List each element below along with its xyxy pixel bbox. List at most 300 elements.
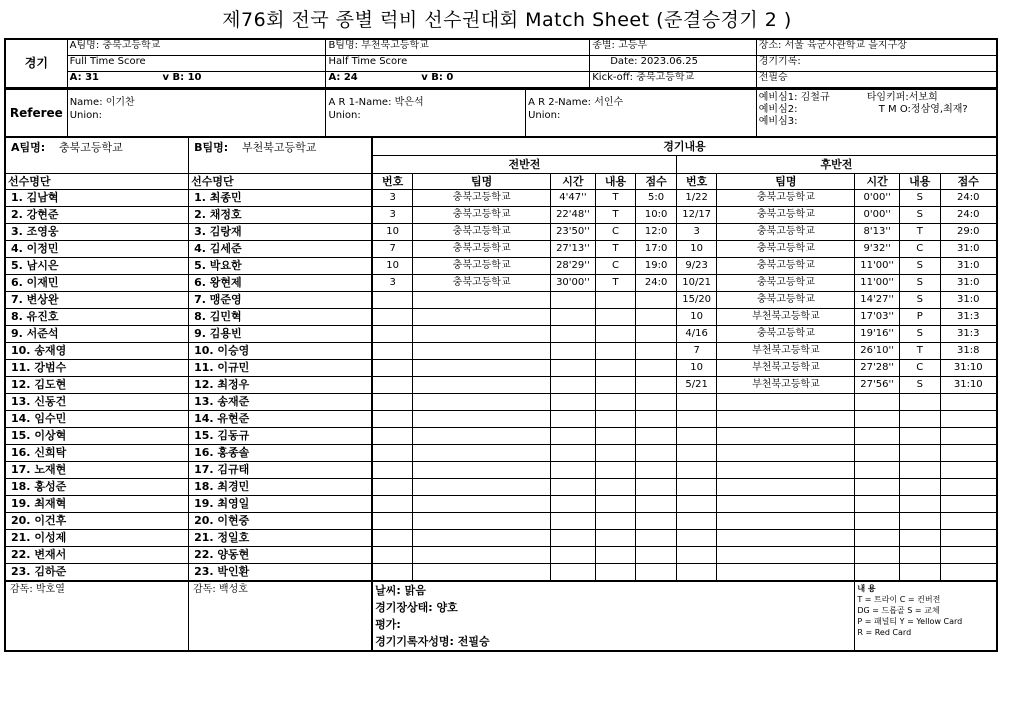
second-half-time — [855, 513, 900, 530]
reserve-3: 예비심3: — [758, 116, 798, 127]
first-half-num: 3 — [372, 275, 413, 292]
team-b-header — [189, 137, 373, 174]
first-half-team: 충북고등학교 — [413, 190, 551, 207]
table-row — [5, 377, 997, 394]
first-half-num — [372, 292, 413, 309]
table-row — [5, 496, 997, 513]
first-half-content — [595, 547, 636, 564]
first-half-time: 30'00'' — [551, 275, 596, 292]
player-b: 2. 채정호 — [189, 207, 373, 224]
second-half-team: 충북고등학교 — [717, 241, 855, 258]
col-score-1: 점수 — [636, 174, 677, 190]
col-content-1: 내용 — [595, 174, 636, 190]
second-half-num — [676, 496, 717, 513]
second-half-score — [940, 547, 997, 564]
second-half-time: 26'10'' — [855, 343, 900, 360]
first-half-team — [413, 445, 551, 462]
table-row — [5, 564, 997, 582]
second-half-content: P — [899, 309, 940, 326]
second-half-time: 0'00'' — [855, 190, 900, 207]
first-half-content — [595, 309, 636, 326]
player-a: 6. 이재민 — [5, 275, 189, 292]
player-a: 16. 신희탁 — [5, 445, 189, 462]
first-half-title: 전반전 — [372, 156, 676, 174]
second-half-content: C — [899, 360, 940, 377]
table-row — [5, 445, 997, 462]
tmo: T M O:정삼영,최재? — [878, 104, 968, 115]
first-half-time — [551, 292, 596, 309]
first-half-num — [372, 479, 413, 496]
second-half-score — [940, 411, 997, 428]
second-half-time: 17'03'' — [855, 309, 900, 326]
legend-box — [855, 581, 997, 651]
player-b: 4. 김세준 — [189, 241, 373, 258]
second-half-time — [855, 530, 900, 547]
player-a: 7. 변상완 — [5, 292, 189, 309]
player-b: 12. 최정우 — [189, 377, 373, 394]
player-a: 10. 송재영 — [5, 343, 189, 360]
second-half-time: 8'13'' — [855, 224, 900, 241]
col-num-1: 번호 — [372, 174, 413, 190]
first-half-content — [595, 530, 636, 547]
player-a: 8. 유진호 — [5, 309, 189, 326]
roster-b-header: 선수명단 — [189, 174, 373, 190]
first-half-team — [413, 411, 551, 428]
player-b: 23. 박인환 — [189, 564, 373, 582]
first-half-num: 10 — [372, 224, 413, 241]
first-half-num — [372, 547, 413, 564]
second-half-content — [899, 530, 940, 547]
first-half-score — [636, 292, 677, 309]
first-half-score: 19:0 — [636, 258, 677, 275]
first-half-time: 23'50'' — [551, 224, 596, 241]
player-a: 18. 홍성준 — [5, 479, 189, 496]
first-half-content — [595, 326, 636, 343]
venue: 장소: 서울 육군사관학교 을지구장 — [756, 39, 997, 56]
player-b: 7. 맹준영 — [189, 292, 373, 309]
player-b: 5. 박요한 — [189, 258, 373, 275]
first-half-num — [372, 496, 413, 513]
col-team-2: 팀명 — [717, 174, 855, 190]
first-half-score — [636, 530, 677, 547]
player-b: 19. 최영일 — [189, 496, 373, 513]
division: 종별: 고등부 — [590, 39, 757, 56]
half-time-score — [326, 72, 590, 89]
match-sheet-table — [4, 136, 998, 652]
second-half-content — [899, 394, 940, 411]
second-half-score: 31:3 — [940, 309, 997, 326]
second-half-time: 14'27'' — [855, 292, 900, 309]
first-half-team: 충북고등학교 — [413, 224, 551, 241]
table-row — [5, 326, 997, 343]
first-half-team — [413, 326, 551, 343]
second-half-score — [940, 530, 997, 547]
second-half-score — [940, 479, 997, 496]
first-half-num: 7 — [372, 241, 413, 258]
first-half-num — [372, 394, 413, 411]
first-half-score — [636, 564, 677, 582]
content-title: 경기내용 — [372, 137, 997, 156]
first-half-time: 4'47'' — [551, 190, 596, 207]
reserve-1: 예비심1: 김철규 — [758, 92, 830, 103]
first-half-team: 충북고등학교 — [413, 241, 551, 258]
player-a: 1. 김남혁 — [5, 190, 189, 207]
first-half-team — [413, 496, 551, 513]
team-b-title: 부천북고등학교 — [241, 141, 317, 154]
table-row — [5, 224, 997, 241]
second-half-score — [940, 513, 997, 530]
second-half-num: 5/21 — [676, 377, 717, 394]
second-half-num: 12/17 — [676, 207, 717, 224]
field-condition: 경기장상태: 양호 — [375, 601, 458, 614]
first-half-num — [372, 360, 413, 377]
second-half-score: 31:0 — [940, 275, 997, 292]
second-half-team: 충북고등학교 — [717, 258, 855, 275]
second-half-content: S — [899, 258, 940, 275]
first-half-time — [551, 479, 596, 496]
second-half-time — [855, 479, 900, 496]
player-a: 19. 최재혁 — [5, 496, 189, 513]
first-half-score: 17:0 — [636, 241, 677, 258]
first-half-time — [551, 530, 596, 547]
first-half-team: 충북고등학교 — [413, 275, 551, 292]
first-half-time — [551, 547, 596, 564]
second-half-team: 부천북고등학교 — [717, 309, 855, 326]
first-half-team — [413, 343, 551, 360]
second-half-team: 충북고등학교 — [717, 275, 855, 292]
second-half-team: 부천북고등학교 — [717, 343, 855, 360]
player-b: 8. 김민혁 — [189, 309, 373, 326]
first-half-content — [595, 496, 636, 513]
first-half-content — [595, 479, 636, 496]
team-a-name: A팀명: 충북고등학교 — [67, 39, 326, 56]
col-time-2: 시간 — [855, 174, 900, 190]
full-time-b: v B: 10 — [162, 72, 202, 83]
second-half-score — [940, 564, 997, 582]
first-half-score — [636, 343, 677, 360]
table-row — [5, 241, 997, 258]
first-half-score — [636, 428, 677, 445]
second-half-num — [676, 411, 717, 428]
player-a: 9. 서준석 — [5, 326, 189, 343]
full-time-a: A: 31 — [69, 72, 99, 83]
table-row — [5, 292, 997, 309]
second-half-content: S — [899, 326, 940, 343]
table-row — [5, 479, 997, 496]
first-half-team: 충북고등학교 — [413, 207, 551, 224]
first-half-score: 5:0 — [636, 190, 677, 207]
half-time-a: A: 24 — [328, 72, 358, 83]
first-half-time — [551, 428, 596, 445]
second-half-content — [899, 411, 940, 428]
player-a: 23. 김하준 — [5, 564, 189, 582]
second-half-time: 0'00'' — [855, 207, 900, 224]
first-half-score: 12:0 — [636, 224, 677, 241]
half-time-b: v B: 0 — [421, 72, 454, 83]
second-half-content — [899, 547, 940, 564]
first-half-content — [595, 445, 636, 462]
first-half-num — [372, 513, 413, 530]
first-half-content — [595, 377, 636, 394]
first-half-team — [413, 377, 551, 394]
weather: 날씨: 맑음 — [375, 584, 426, 597]
referee-cell — [67, 90, 326, 138]
half-time-label: Half Time Score — [326, 56, 590, 72]
first-half-score — [636, 496, 677, 513]
second-half-team: 부천북고등학교 — [717, 377, 855, 394]
referee-table — [4, 89, 998, 138]
first-half-num: 3 — [372, 207, 413, 224]
first-half-time — [551, 309, 596, 326]
second-half-content: S — [899, 207, 940, 224]
first-half-content — [595, 394, 636, 411]
first-half-time — [551, 411, 596, 428]
referee-union: Union: — [69, 110, 102, 121]
first-half-time: 28'29'' — [551, 258, 596, 275]
first-half-team — [413, 360, 551, 377]
first-half-content — [595, 360, 636, 377]
second-half-team — [717, 411, 855, 428]
second-half-score: 31:8 — [940, 343, 997, 360]
second-half-num: 3 — [676, 224, 717, 241]
second-half-team — [717, 445, 855, 462]
second-half-content: C — [899, 241, 940, 258]
player-b: 15. 김동규 — [189, 428, 373, 445]
second-half-num — [676, 428, 717, 445]
second-half-score — [940, 428, 997, 445]
second-half-num — [676, 445, 717, 462]
second-half-team — [717, 496, 855, 513]
first-half-num — [372, 377, 413, 394]
first-half-content — [595, 411, 636, 428]
player-a: 2. 강현준 — [5, 207, 189, 224]
second-half-score: 31:3 — [940, 326, 997, 343]
second-half-time: 27'56'' — [855, 377, 900, 394]
second-half-time: 11'00'' — [855, 275, 900, 292]
player-a: 15. 이상혁 — [5, 428, 189, 445]
table-row — [5, 411, 997, 428]
player-b: 1. 최종민 — [189, 190, 373, 207]
player-a: 14. 임수민 — [5, 411, 189, 428]
first-half-team — [413, 394, 551, 411]
second-half-content — [899, 445, 940, 462]
first-half-time: 22'48'' — [551, 207, 596, 224]
second-half-num: 10 — [676, 309, 717, 326]
player-a: 17. 노재현 — [5, 462, 189, 479]
first-half-num — [372, 428, 413, 445]
first-half-team — [413, 530, 551, 547]
second-half-team — [717, 513, 855, 530]
ar2-name: A R 2-Name: 서인수 — [528, 97, 624, 108]
second-half-num — [676, 394, 717, 411]
second-half-content: S — [899, 292, 940, 309]
second-half-team — [717, 462, 855, 479]
ar1-union: Union: — [328, 110, 361, 121]
player-b: 18. 최경민 — [189, 479, 373, 496]
second-half-team — [717, 530, 855, 547]
col-score-2: 점수 — [940, 174, 997, 190]
second-half-team — [717, 479, 855, 496]
first-half-content: T — [595, 241, 636, 258]
conditions-cell — [372, 581, 855, 651]
first-half-num — [372, 326, 413, 343]
first-half-content — [595, 462, 636, 479]
table-row — [5, 190, 997, 207]
first-half-time — [551, 360, 596, 377]
second-half-team — [717, 428, 855, 445]
second-half-time: 11'00'' — [855, 258, 900, 275]
first-half-num — [372, 564, 413, 582]
coach-a: 감독: 박호열 — [5, 581, 189, 651]
player-b: 17. 김규태 — [189, 462, 373, 479]
second-half-score: 31:0 — [940, 292, 997, 309]
second-half-content — [899, 462, 940, 479]
player-b: 21. 정일호 — [189, 530, 373, 547]
player-a: 13. 신동건 — [5, 394, 189, 411]
second-half-content: S — [899, 377, 940, 394]
player-a: 20. 이건후 — [5, 513, 189, 530]
second-half-score: 24:0 — [940, 207, 997, 224]
second-half-num — [676, 530, 717, 547]
first-half-content — [595, 343, 636, 360]
first-half-team — [413, 513, 551, 530]
second-half-time: 9'32'' — [855, 241, 900, 258]
first-half-content — [595, 428, 636, 445]
first-half-num: 3 — [372, 190, 413, 207]
second-half-num: 9/23 — [676, 258, 717, 275]
player-a: 22. 변재서 — [5, 547, 189, 564]
table-row — [5, 462, 997, 479]
first-half-score — [636, 513, 677, 530]
team-b-label: B팀명: — [194, 141, 229, 154]
second-half-team: 충북고등학교 — [717, 207, 855, 224]
first-half-time — [551, 394, 596, 411]
first-half-score: 24:0 — [636, 275, 677, 292]
player-b: 3. 김랑재 — [189, 224, 373, 241]
first-half-team — [413, 292, 551, 309]
first-half-content — [595, 292, 636, 309]
roster-a-header: 선수명단 — [5, 174, 189, 190]
second-half-num: 10/21 — [676, 275, 717, 292]
col-content-2: 내용 — [899, 174, 940, 190]
second-half-content: T — [899, 224, 940, 241]
second-half-num — [676, 513, 717, 530]
second-half-time — [855, 411, 900, 428]
first-half-team — [413, 309, 551, 326]
first-half-num — [372, 309, 413, 326]
full-time-label: Full Time Score — [67, 56, 326, 72]
second-half-num — [676, 479, 717, 496]
player-b: 14. 유현준 — [189, 411, 373, 428]
table-row — [5, 343, 997, 360]
ar1-cell — [326, 90, 526, 138]
second-half-score — [940, 496, 997, 513]
first-half-time — [551, 462, 596, 479]
player-a: 11. 강범수 — [5, 360, 189, 377]
first-half-num: 10 — [372, 258, 413, 275]
col-time-1: 시간 — [551, 174, 596, 190]
second-half-content — [899, 479, 940, 496]
first-half-score — [636, 479, 677, 496]
legend-line-3: P = 패널티 Y = Yellow Card — [857, 617, 963, 626]
recorder-signature: 경기기록자성명: 전필승 — [375, 635, 490, 648]
second-half-content: S — [899, 190, 940, 207]
table-row — [5, 275, 997, 292]
coach-b: 감독: 백성호 — [189, 581, 373, 651]
second-half-team — [717, 564, 855, 582]
second-half-content — [899, 496, 940, 513]
first-half-score — [636, 462, 677, 479]
match-date: Date: 2023.06.25 — [590, 56, 757, 72]
recorder-label: 경기기록: — [756, 56, 997, 72]
second-half-score: 31:0 — [940, 258, 997, 275]
second-half-num: 10 — [676, 241, 717, 258]
second-half-team: 충북고등학교 — [717, 224, 855, 241]
second-half-num: 7 — [676, 343, 717, 360]
first-half-content: T — [595, 275, 636, 292]
second-half-num: 1/22 — [676, 190, 717, 207]
first-half-content — [595, 513, 636, 530]
first-half-score — [636, 411, 677, 428]
second-half-team: 충북고등학교 — [717, 326, 855, 343]
referee-name: Name: 이기찬 — [69, 97, 135, 108]
table-row — [5, 394, 997, 411]
player-b: 16. 홍종솔 — [189, 445, 373, 462]
first-half-time: 27'13'' — [551, 241, 596, 258]
first-half-content: T — [595, 207, 636, 224]
table-row — [5, 309, 997, 326]
game-label: 경기 — [5, 39, 67, 88]
second-half-team: 부천북고등학교 — [717, 360, 855, 377]
first-half-team — [413, 479, 551, 496]
team-a-header — [5, 137, 189, 174]
timekeeper: 타임키퍼:서보희 — [866, 92, 938, 103]
first-half-num — [372, 445, 413, 462]
second-half-score: 24:0 — [940, 190, 997, 207]
first-half-time — [551, 513, 596, 530]
second-half-score: 31:0 — [940, 241, 997, 258]
first-half-score — [636, 445, 677, 462]
second-half-score — [940, 445, 997, 462]
kickoff: Kick-off: 충북고등학교 — [590, 72, 757, 89]
second-half-team: 충북고등학교 — [717, 292, 855, 309]
recorder-name: 전필승 — [756, 72, 997, 89]
first-half-score — [636, 326, 677, 343]
first-half-time — [551, 445, 596, 462]
first-half-num — [372, 411, 413, 428]
second-half-time: 27'28'' — [855, 360, 900, 377]
first-half-score — [636, 309, 677, 326]
table-row — [5, 258, 997, 275]
table-row — [5, 530, 997, 547]
second-half-score — [940, 462, 997, 479]
first-half-time — [551, 496, 596, 513]
first-half-score — [636, 360, 677, 377]
first-half-content — [595, 564, 636, 582]
first-half-score: 10:0 — [636, 207, 677, 224]
second-half-score: 29:0 — [940, 224, 997, 241]
col-team-1: 팀명 — [413, 174, 551, 190]
second-half-time — [855, 394, 900, 411]
first-half-time — [551, 564, 596, 582]
second-half-num — [676, 564, 717, 582]
player-b: 11. 이규민 — [189, 360, 373, 377]
first-half-content: C — [595, 258, 636, 275]
reserve-2: 예비심2: — [758, 104, 798, 115]
second-half-score: 31:10 — [940, 360, 997, 377]
second-half-num: 4/16 — [676, 326, 717, 343]
second-half-num — [676, 547, 717, 564]
